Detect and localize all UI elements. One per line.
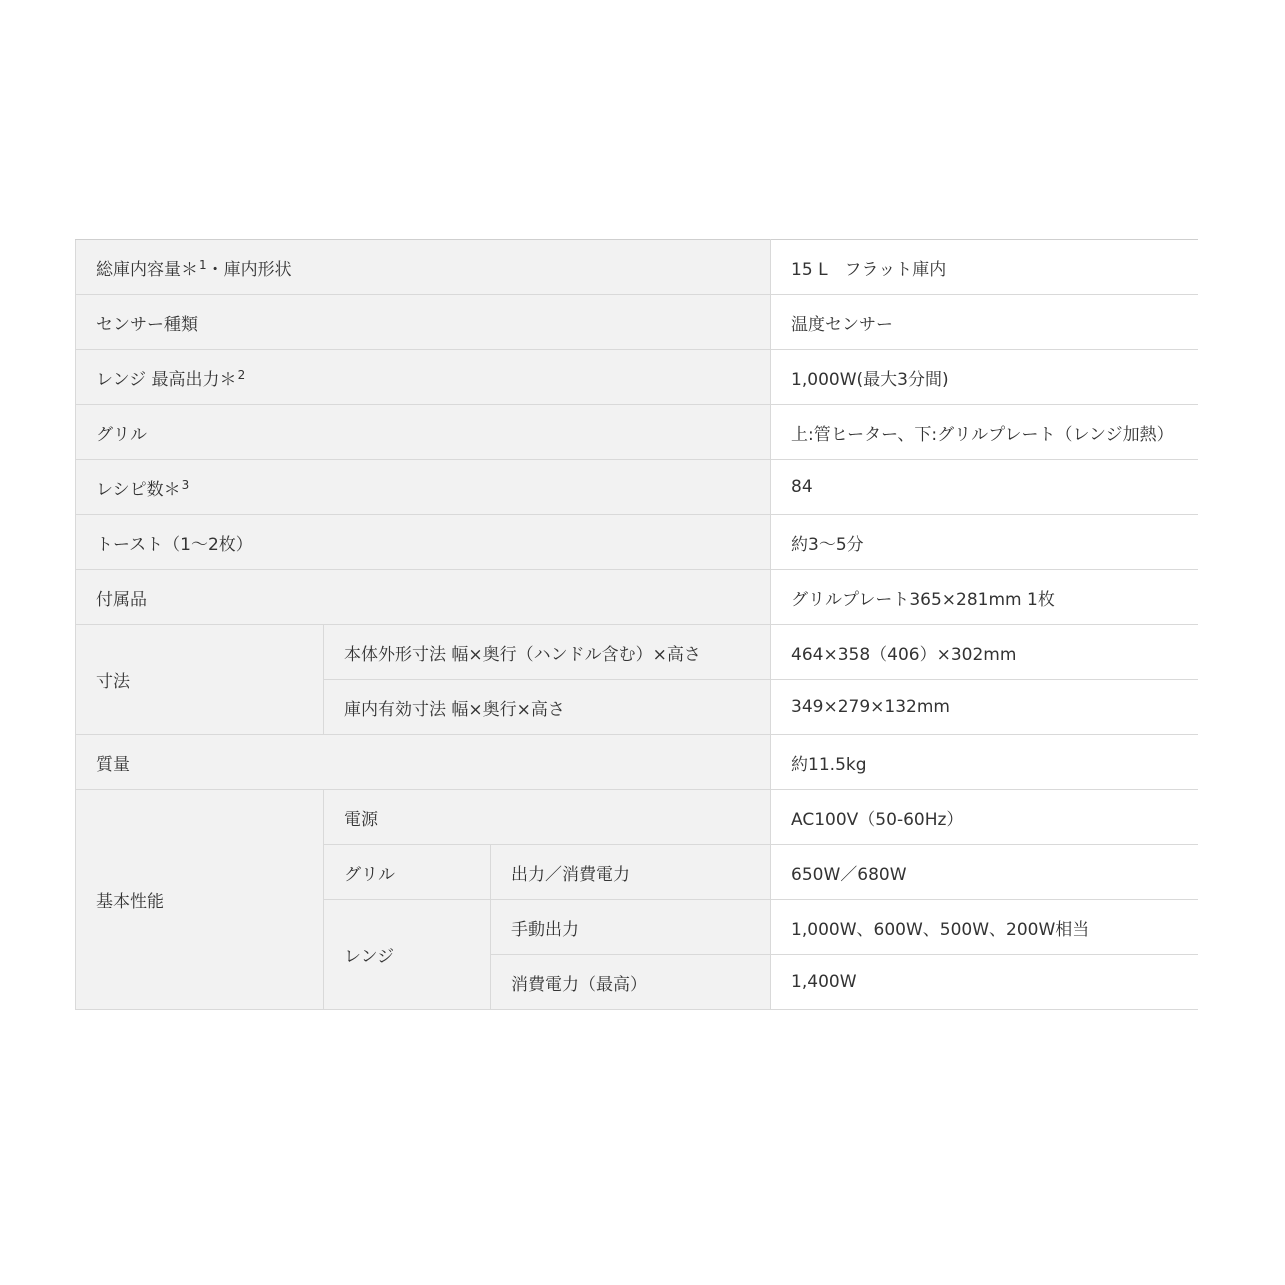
table-row-sensor <box>76 295 1198 350</box>
accessory-label: 付属品 <box>76 570 771 625</box>
grill-output-label: 出力／消費電力 <box>491 845 771 900</box>
mass-label: 質量 <box>76 735 771 790</box>
recipes-label: レシピ数＊$^3$ <box>76 460 771 515</box>
table-row-toast <box>76 515 1198 570</box>
sensor-value: 温度センサー <box>771 295 1198 350</box>
inner-dimensions-label: 庫内有効寸法 幅×奥行×高さ <box>324 680 771 735</box>
range-max-value: 1,000W(最大3分間) <box>771 350 1198 405</box>
table-row-mass <box>76 735 1198 790</box>
table-row-power <box>76 790 1198 845</box>
performance-range-label: レンジ <box>324 900 491 1010</box>
toast-label: トースト（1～2枚） <box>76 515 771 570</box>
consumption-value: 1,400W <box>771 955 1198 1010</box>
manual-output-label: 手動出力 <box>491 900 771 955</box>
table-row-range-max <box>76 350 1198 405</box>
performance-label: 基本性能 <box>76 790 324 1010</box>
mass-value: 約11.5kg <box>771 735 1198 790</box>
toast-value: 約3～5分 <box>771 515 1198 570</box>
accessory-value: グリルプレート365×281mm 1枚 <box>771 570 1198 625</box>
sensor-label: センサー種類 <box>76 295 771 350</box>
table-row-capacity <box>76 240 1198 295</box>
power-value: AC100V（50-60Hz） <box>771 790 1198 845</box>
dimensions-label: 寸法 <box>76 625 324 735</box>
capacity-label: 総庫内容量＊$^1$・庫内形状 <box>76 240 771 295</box>
consumption-label: 消費電力（最高） <box>491 955 771 1010</box>
performance-grill-label: グリル <box>324 845 491 900</box>
table-row-accessory <box>76 570 1198 625</box>
grill-value: 上:管ヒーター、下:グリルプレート（レンジ加熱） <box>771 405 1198 460</box>
spec-table <box>75 239 1198 1010</box>
table-row-recipes <box>76 460 1198 515</box>
range-max-label: レンジ 最高出力＊$^2$ <box>76 350 771 405</box>
recipes-value: 84 <box>771 460 1198 515</box>
footnote-1: 1 <box>199 257 207 272</box>
footnote-3: 3 <box>181 477 190 492</box>
footnote-2: 2 <box>237 367 246 382</box>
capacity-value: 15 L フラット庫内 <box>771 240 1198 295</box>
grill-label: グリル <box>76 405 771 460</box>
table-row-dimensions-outer <box>76 625 1198 680</box>
outer-dimensions-value: 464×358（406）×302mm <box>771 625 1198 680</box>
manual-output-value: 1,000W、600W、500W、200W相当 <box>771 900 1198 955</box>
outer-dimensions-label: 本体外形寸法 幅×奥行（ハンドル含む）×高さ <box>324 625 771 680</box>
power-label: 電源 <box>324 790 771 845</box>
inner-dimensions-value: 349×279×132mm <box>771 680 1198 735</box>
table-row-grill <box>76 405 1198 460</box>
grill-output-value: 650W／680W <box>771 845 1198 900</box>
